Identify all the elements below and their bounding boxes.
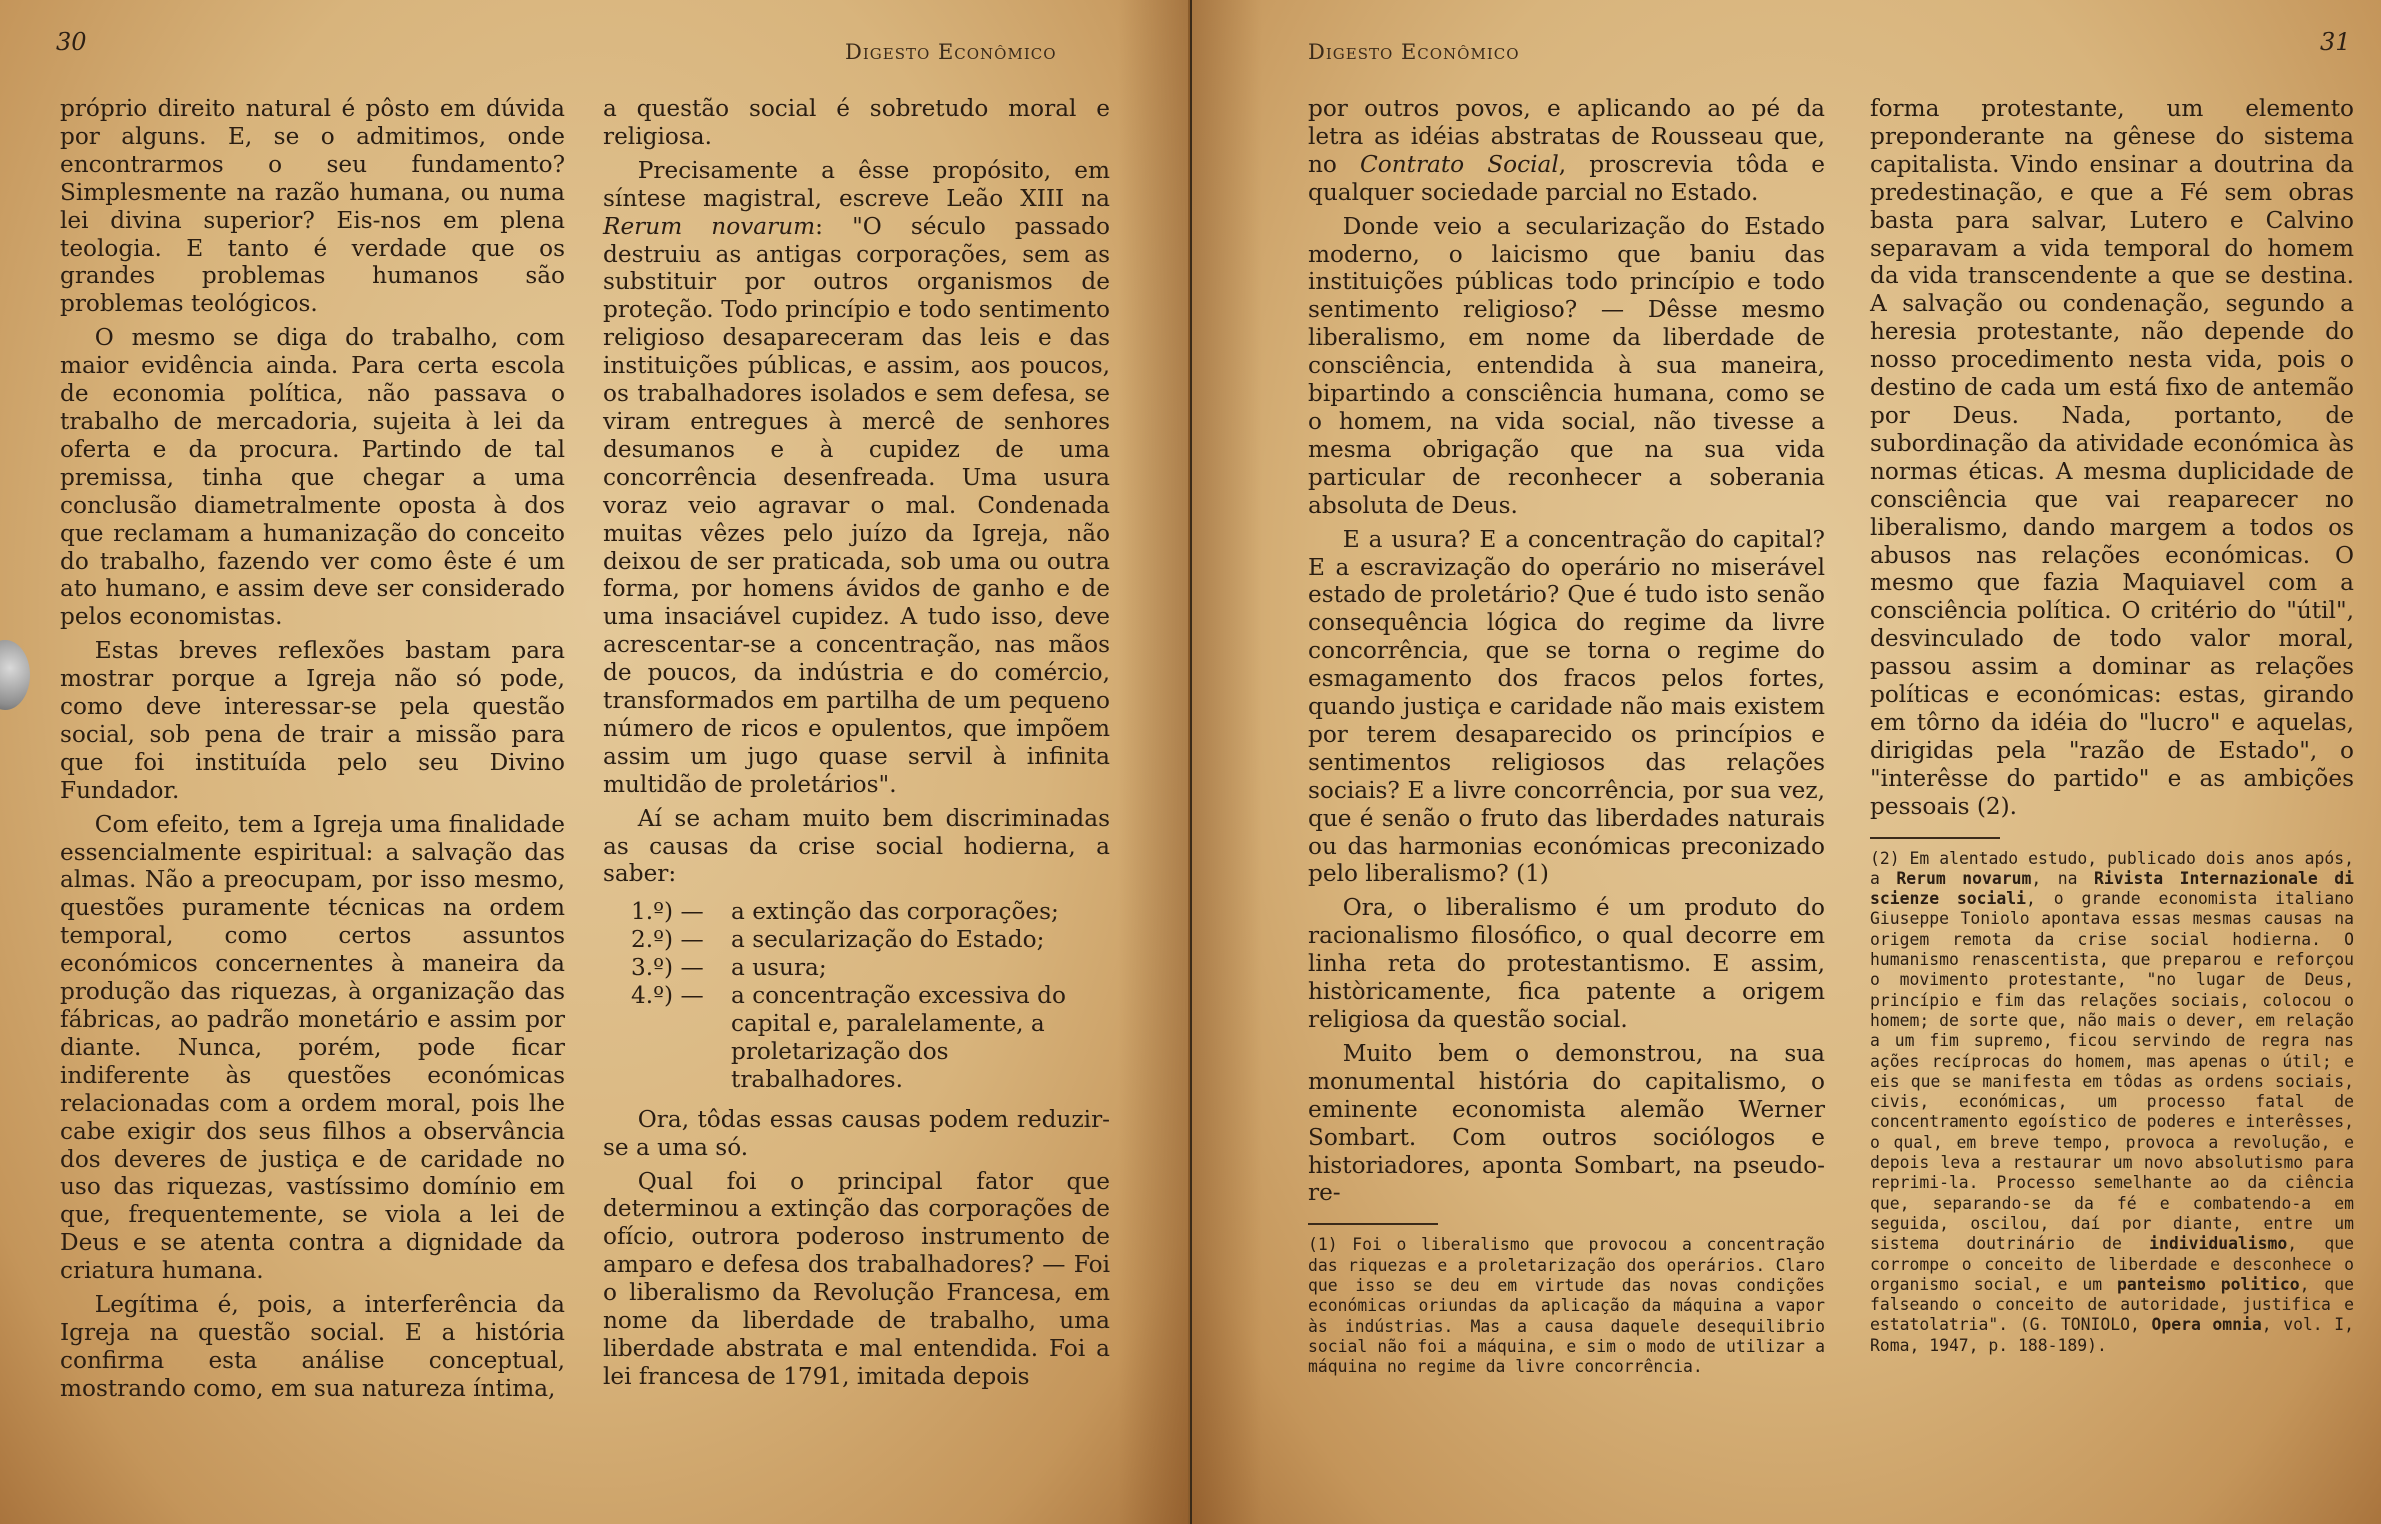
text-run: , proscrevia tôda e qualquer sociedade parcial no Estado. xyxy=(1308,150,1825,206)
paragraph: Legítima é, pois, a interferência da Igreja na questão social. E a história confirma esta análise conceptual, mostrando como, em sua natureza íntima, xyxy=(60,1291,565,1402)
gutter-shadow xyxy=(1118,0,1188,1524)
paragraph: Ora, o liberalismo é um produto do racionalismo filosófico, o qual decorre em linha reta do protestantismo. E assim, històricamente, fica patente a origem religiosa da questão social. xyxy=(1308,894,1825,1033)
italic-title: Contrato Social xyxy=(1360,150,1559,178)
footnote-2 xyxy=(1870,849,2354,1356)
paragraph: próprio direito natural é pôsto em dúvida por alguns. E, se o admitimos, onde encontrarmos o seu fundamento? Simplesmente na razão humana, ou numa lei divina superior? Eis-nos em plena teologia. E tanto é verdade que os grandes problemas humanos são problemas teológicos. xyxy=(60,95,565,318)
text-run: , vol. I, Roma, 1947, p. 188-189). xyxy=(1870,1315,2354,1355)
page-number: 30 xyxy=(56,28,87,56)
paragraph: Estas breves reflexões bastam para mostrar porque a Igreja não só pode, como deve interessar-se pela questão social, sob pena de trair a missão para que foi instituída pelo seu Divino Fundador. xyxy=(60,637,565,804)
list-item xyxy=(631,926,1110,954)
right-column-1 xyxy=(1308,95,1825,1377)
paragraph: forma protestante, um elemento preponderante na gênese do sistema capitalista. Vindo ensinar a doutrina da predestinação, e que a Fé sem obras basta para salvar, Lutero e Calvino separavam a vida temporal do homem da vida transcendente a que se destina. A salvação ou condenação, segundo a heresia protestante, não depende do nosso procedimento nesta vida, pois o destino de cada um está fixo de antemão por Deus. Nada, portanto, de subordinação da atividade económica às normas éticas. A mesma duplicidade de consciência que vai reaparecer no liberalismo, dando margem a todos os abusos nas relações económicas. O mesmo que fazia Maquiavel com a consciência política. O critério do "útil", desvinculado de todo valor moral, passou assim a dominar as relações políticas e económicas: estas, girando em tôrno da idéia do "lucro" e aquelas, dirigidas pela "razão de Estado", o "interêsse do partido" e as ambições pessoais (2). xyxy=(1870,95,2354,820)
paragraph: Ora, tôdas essas causas podem reduzir-se a uma só. xyxy=(603,1105,1110,1161)
footnote-rule xyxy=(1870,837,2000,839)
text-run: , na xyxy=(2031,868,2094,888)
paragraph: Muito bem o demonstrou, na sua monumental história do capitalismo, o eminente economista alemão Werner Sombart. Com outros sociólogos e historiadores, aponta Sombart, na pseudo-re- xyxy=(1308,1039,1825,1207)
running-head: Digesto Econômico xyxy=(845,40,1057,64)
footnote-1: (1) Foi o liberalismo que provocou a concentração das riquezas e a proletarização dos operários. Claro que isso se deu em virtude das novas condições económicas oriundas da aplicação da máquina a vapor às indústrias. Mas a causa daquele desequilibrio social não foi a máquina, e sim o modo de utilizar a máquina no regime da livre concorrência. xyxy=(1308,1235,1825,1377)
paragraph: Qual foi o principal fator que determinou a extinção das corporações de ofício, outrora poderoso instrumento de amparo e defesa dos trabalhadores? — Foi o liberalismo da Revolução Francesa, em nome da liberdade de trabalho, uma liberdade abstrata e mal entendida. Foi a lei francesa de 1791, imitada depois xyxy=(603,1167,1110,1390)
paragraph: a questão social é sobretudo moral e religiosa. xyxy=(603,95,1110,150)
page-number: 31 xyxy=(2320,28,2351,56)
right-column-2 xyxy=(1870,95,2354,1356)
left-column-1 xyxy=(60,95,565,1403)
list-text: a usura; xyxy=(731,954,827,982)
text-run: (2) Em alentado estudo, publicado dois anos após, a xyxy=(1870,848,2354,888)
list-number: 1.º) — xyxy=(631,898,704,926)
bold-term: Opera omnia xyxy=(2151,1315,2262,1335)
list-text: a concentração excessiva do capital e, paralelamente, a proletarização dos trabalhadores. xyxy=(731,982,1066,1093)
list-number: 4.º) — xyxy=(631,982,704,1010)
footnote-rule xyxy=(1308,1223,1438,1225)
bold-term: panteismo politico xyxy=(2117,1274,2300,1294)
list-number: 3.º) — xyxy=(631,954,704,982)
list-item xyxy=(631,954,1110,982)
text-run: por outros povos, e aplicando ao pé da letra as idéias abstratas de Rousseau que, no xyxy=(1308,95,1825,178)
causes-list xyxy=(631,898,1110,1093)
list-text: a secularização do Estado; xyxy=(731,926,1045,954)
paragraph: Com efeito, tem a Igreja uma finalidade essencialmente espiritual: a salvação das almas. Não a preocupam, por isso mesmo, questões puramente técnicas na ordem temporal, como certos assuntos económicos concernentes à maneira da produção das riquezas, à organização das fábricas, ao padrão monetário e assim por diante. Nunca, porém, pode ficar indiferente às questões económicas relacionadas com a ordem moral, pois lhe cabe exigir dos seus filhos a observância dos deveres de justiça e de caridade no uso das riquezas, vastíssimo domínio em que, frequentemente, se viola a lei de Deus e se atenta contra a dignidade da criatura humana. xyxy=(60,810,565,1285)
bold-term: individualismo xyxy=(2149,1234,2288,1254)
list-number: 2.º) — xyxy=(631,926,704,954)
paragraph: E a usura? E a concentração do capital? E a escravização do operário no miserável estado de proletário? Que é tudo isto senão consequência lógica do regime da livre concorrência, que se torna o regime do esmagamento dos fracos pelos fortes, quando justiça e caridade não mais existem por terem desaparecido os princípios e sentimentos religiosos das relações sociais? E a livre concorrência, por sua vez, que é senão o fruto das liberdades naturais ou das harmonias económicas preconizado pelo liberalismo? (1) xyxy=(1308,525,1825,888)
list-item xyxy=(631,982,1110,1094)
text-run: , que corrompe o conceito de liberdade e desconhece o organismo social, e um xyxy=(1870,1234,2355,1294)
paragraph xyxy=(603,157,1110,799)
text-run: Precisamente a êsse propósito, em síntese magistral, escreve Leão XIII na xyxy=(603,156,1110,212)
text-run: , que falseando o conceito de autoridade, justifica e estatolatria". (G. TONIOLO, xyxy=(1870,1274,2355,1335)
running-head: Digesto Econômico xyxy=(1308,40,1520,64)
text-run: , o grande economista italiano Giuseppe Toniolo apontava essas mesmas causas na origem remota da crise social hodierna. O humanismo renascentista, que preparou e reforçou o movimento protestante, "no lugar de Deus, princípio e fim das relações sociais, colocou o homem; de sorte que, não mais o dever, em relação a um fim supremo, ficou servindo de regra nas ações recíprocas do homem, mas apenas o útil; e eis que se manifesta em tôdas as ordens sociais, civis, económicas, um processo fatal de concentramento egoístico de poderes e interêsses, o qual, em breve tempo, provoca a revolução, e depois leva a restaurar um novo absolutismo para reprimi-la. Processo semelhante ao da ciência que, separando-se da fé e combatendo-a em seguida, oscilou, daí por diante, entre um sistema doutrinário de xyxy=(1870,889,2354,1254)
italic-title: Rerum novarum xyxy=(603,212,816,240)
paragraph: Aí se acham muito bem discriminadas as causas da crise social hodierna, a saber: xyxy=(603,804,1110,888)
list-item xyxy=(631,898,1110,926)
left-page xyxy=(0,0,1190,1524)
list-text: a extinção das corporações; xyxy=(731,898,1059,926)
paragraph: Donde veio a secularização do Estado moderno, o laicismo que baniu das instituições públicas todo princípio e todo sentimento religioso? — Dêsse mesmo liberalismo, em nome da liberdade de consciência, entendida à sua maneira, bipartindo a consciência humana, como se o homem, na vida social, não tivesse a mesma obrigação que na sua vida particular de reconhecer a soberania absoluta de Deus. xyxy=(1308,212,1825,519)
binder-clip-icon xyxy=(0,640,30,710)
right-page xyxy=(1192,0,2381,1524)
left-column-2 xyxy=(603,95,1110,1391)
bold-term: Rivista Internazionale di scienze sociali xyxy=(1870,868,2354,909)
bold-term: Rerum novarum xyxy=(1896,868,2032,888)
paragraph: O mesmo se diga do trabalho, com maior evidência ainda. Para certa escola de economia política, não passava o trabalho de mercadoria, sujeita à lei da oferta e da procura. Partindo de tal premissa, tinha que chegar a uma conclusão diametralmente oposta à dos que reclamam a humanização do conceito do trabalho, fazendo ver como êste é um ato humano, e assim deve ser considerado pelos economistas. xyxy=(60,324,565,631)
text-run: : "O século passado destruiu as antigas corporações, sem as substituir por outros organismos de proteção. Todo princípio e todo sentimento religioso desapareceram das leis e das instituições públicas, e assim, aos poucos, os trabalhadores isolados e sem defesa, se viram entregues à mercê de senhores desumanos e à cupidez de uma concorrência desenfreada. Uma usura voraz veio agravar o mal. Condenada muitas vêzes pelo juízo da Igreja, não deixou de ser praticada, sob uma ou outra forma, por homens ávidos de ganho e de uma insaciável cupidez. A tudo isso, deve acrescentar-se a concentração, nas mãos de poucos, da indústria e do comércio, transformados em partilha de um pequeno número de ricos e opulentos, que impõem assim um jugo quase servil à infinita multidão de proletários". xyxy=(603,212,1110,798)
paragraph xyxy=(1308,95,1825,207)
gutter-shadow xyxy=(1192,0,1262,1524)
